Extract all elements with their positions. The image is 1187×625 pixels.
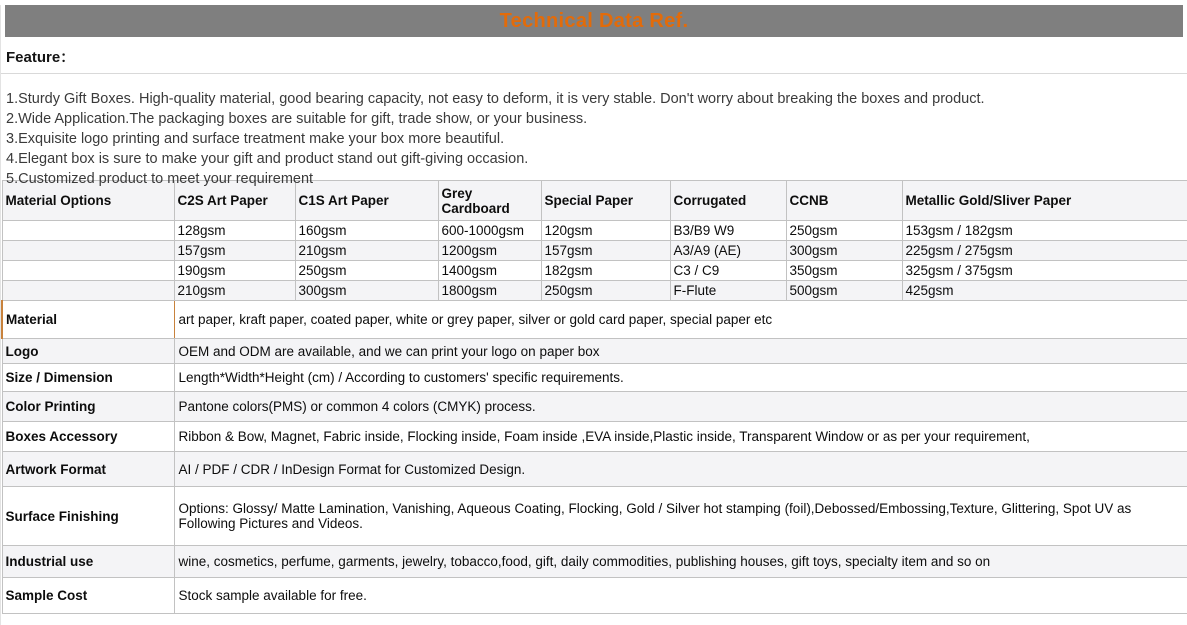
gsm-cell: 190gsm — [174, 261, 295, 281]
gsm-cell — [2, 261, 174, 281]
gsm-row-4 — [2, 281, 1187, 301]
gsm-cell — [2, 241, 174, 261]
gsm-row-2 — [2, 241, 1187, 261]
gsm-cell: 1800gsm — [438, 281, 541, 301]
gsm-cell — [2, 281, 174, 301]
spec-value-logo: OEM and ODM are available, and we can print your logo on paper box — [174, 339, 1187, 364]
spec-row-artwork-format — [2, 452, 1187, 487]
spec-row-industrial-use — [2, 546, 1187, 578]
feature-heading: Feature： — [1, 39, 1187, 74]
gsm-cell: 210gsm — [295, 241, 438, 261]
gsm-cell: 425gsm — [902, 281, 1187, 301]
spec-row-material — [2, 301, 1187, 339]
gsm-cell: A3/A9 (AE) — [670, 241, 786, 261]
header-grey-cardboard: Grey Cardboard — [438, 181, 541, 221]
spec-row-size-dimension — [2, 364, 1187, 392]
feature-item-3: 3.Exquisite logo printing and surface treatment make your box more beautiful. — [6, 131, 505, 147]
feature-item-1: 1.Sturdy Gift Boxes. High-quality material, good bearing capacity, not easy to deform, it is very stable. Don't worry about breaking the boxes and product. — [6, 91, 985, 107]
header-metallic-paper: Metallic Gold/Sliver Paper — [902, 181, 1187, 221]
gsm-cell: 153gsm / 182gsm — [902, 221, 1187, 241]
gsm-cell: B3/B9 W9 — [670, 221, 786, 241]
spec-value-size-dimension: Length*Width*Height (cm) / According to customers' specific requirements. — [174, 364, 1187, 392]
gsm-cell: 120gsm — [541, 221, 670, 241]
header-ccnb: CCNB — [786, 181, 902, 221]
gsm-cell: 157gsm — [541, 241, 670, 261]
page-title: Technical Data Ref. — [499, 9, 689, 32]
gsm-cell: 160gsm — [295, 221, 438, 241]
spec-value-surface-finishing: Options: Glossy/ Matte Lamination, Vanishing, Aqueous Coating, Flocking, Gold / Silver hot stamping (foil),Debossed/Embossing,Texture, Glittering, Spot UV as Following Pictures and Videos. — [174, 487, 1187, 546]
title-banner — [5, 5, 1183, 37]
spec-row-sample-cost — [2, 578, 1187, 614]
spec-row-boxes-accessory — [2, 422, 1187, 452]
gsm-cell: 128gsm — [174, 221, 295, 241]
header-c1s-art-paper: C1S Art Paper — [295, 181, 438, 221]
gsm-cell: 500gsm — [786, 281, 902, 301]
header-corrugated: Corrugated — [670, 181, 786, 221]
spec-label-color-printing: Color Printing — [2, 392, 174, 422]
spec-label-industrial-use: Industrial use — [2, 546, 174, 578]
gsm-cell: 250gsm — [786, 221, 902, 241]
gsm-cell: 325gsm / 375gsm — [902, 261, 1187, 281]
feature-item-5: 5.Customized product to meet your requirement — [6, 171, 314, 187]
spec-value-material: art paper, kraft paper, coated paper, white or grey paper, silver or gold card paper, special paper etc — [174, 301, 1187, 339]
gsm-cell: 250gsm — [541, 281, 670, 301]
gsm-cell: 300gsm — [786, 241, 902, 261]
spec-value-artwork-format: AI / PDF / CDR / InDesign Format for Customized Design. — [174, 452, 1187, 487]
spec-label-artwork-format: Artwork Format — [2, 452, 174, 487]
spec-row-color-printing — [2, 392, 1187, 422]
gsm-cell: 250gsm — [295, 261, 438, 281]
spec-value-color-printing: Pantone colors(PMS) or common 4 colors (CMYK) process. — [174, 392, 1187, 422]
gsm-cell: 300gsm — [295, 281, 438, 301]
gsm-row-3 — [2, 261, 1187, 281]
gsm-cell: 1400gsm — [438, 261, 541, 281]
spec-value-sample-cost: Stock sample available for free. — [174, 578, 1187, 614]
header-c2s-art-paper: C2S Art Paper — [174, 181, 295, 221]
gsm-cell: 210gsm — [174, 281, 295, 301]
spec-label-material: Material — [2, 301, 174, 339]
spec-label-boxes-accessory: Boxes Accessory — [2, 422, 174, 452]
header-material-options: Material Options — [2, 181, 174, 221]
gsm-cell: 225gsm / 275gsm — [902, 241, 1187, 261]
gsm-cell: F-Flute — [670, 281, 786, 301]
spec-value-boxes-accessory: Ribbon & Bow, Magnet, Fabric inside, Flocking inside, Foam inside ,EVA inside,Plastic inside, Transparent Window or as per your requirement, — [174, 422, 1187, 452]
gsm-cell: C3 / C9 — [670, 261, 786, 281]
header-special-paper: Special Paper — [541, 181, 670, 221]
technical-data-table — [1, 180, 1187, 614]
spec-value-industrial-use: wine, cosmetics, perfume, garments, jewelry, tobacco,food, gift, daily commodities, publishing houses, gift toys, specialty item and so on — [174, 546, 1187, 578]
gsm-cell: 1200gsm — [438, 241, 541, 261]
spec-row-logo — [2, 339, 1187, 364]
feature-list — [1, 74, 1187, 187]
feature-item-4: 4.Elegant box is sure to make your gift and product stand out gift-giving occasion. — [6, 151, 529, 167]
spec-row-surface-finishing — [2, 487, 1187, 546]
feature-item-2: 2.Wide Application.The packaging boxes are suitable for gift, trade show, or your business. — [6, 111, 588, 127]
spec-label-logo: Logo — [2, 339, 174, 364]
gsm-row-1 — [2, 221, 1187, 241]
gsm-cell: 157gsm — [174, 241, 295, 261]
gsm-cell: 182gsm — [541, 261, 670, 281]
gsm-cell: 600-1000gsm — [438, 221, 541, 241]
gsm-cell: 350gsm — [786, 261, 902, 281]
spec-label-size-dimension: Size / Dimension — [2, 364, 174, 392]
spec-label-sample-cost: Sample Cost — [2, 578, 174, 614]
spec-label-surface-finishing: Surface Finishing — [2, 487, 174, 546]
page — [0, 5, 1187, 625]
gsm-cell — [2, 221, 174, 241]
